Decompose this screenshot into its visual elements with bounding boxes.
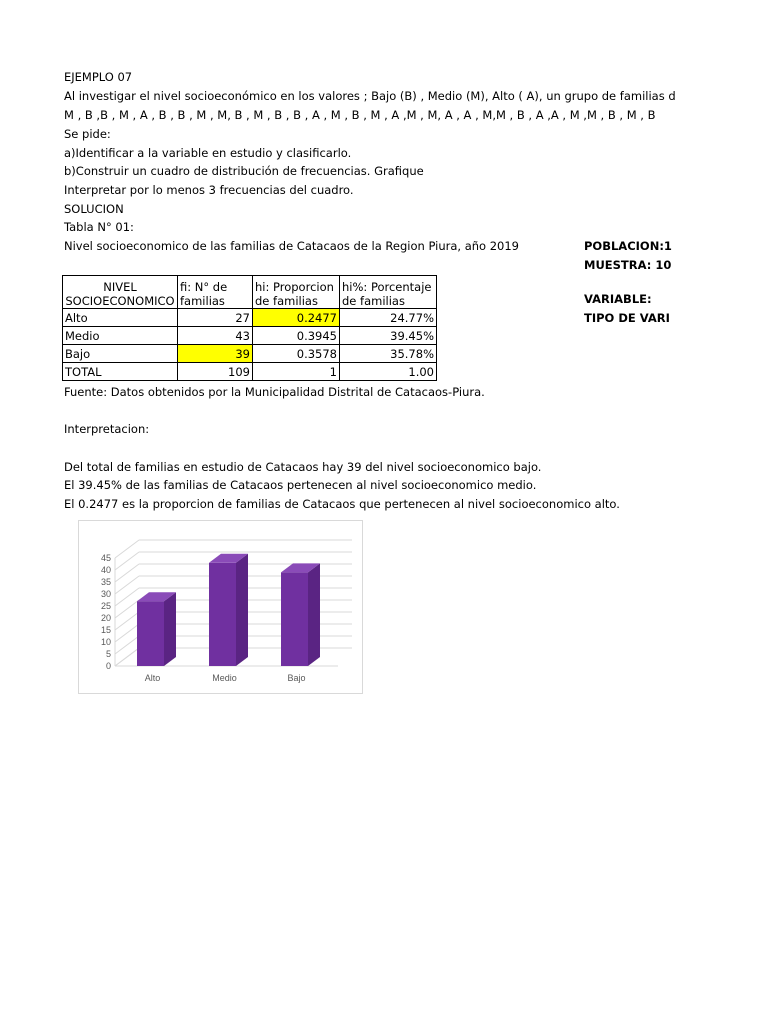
frequency-table <box>62 275 437 381</box>
table-row <box>63 327 437 345</box>
y-tick-label: 35 <box>100 577 111 587</box>
interpretation-title: Interpretacion: <box>64 422 150 436</box>
hi-cell: 0.3578 <box>253 345 340 363</box>
interpretation-line: El 39.45% de las familias de Catacaos pertenecen al nivel socioeconomico medio. <box>64 478 537 492</box>
variable-label: VARIABLE: <box>584 292 652 306</box>
header-nivel: NIVEL SOCIOECONOMICO <box>63 276 178 309</box>
bar-chart <box>78 520 363 694</box>
table-source: Fuente: Datos obtenidos por la Municipalidad Distrital de Catacaos-Piura. <box>64 385 485 399</box>
table-header-row <box>63 276 437 309</box>
hi-percent-cell: 39.45% <box>340 327 437 345</box>
hi-percent-cell: 24.77% <box>340 309 437 327</box>
hi-cell: 1 <box>253 363 340 381</box>
table-title: Nivel socioeconomico de las familias de Catacaos de la Region Piura, año 2019 <box>64 239 519 253</box>
y-tick-label: 5 <box>105 649 111 659</box>
header-hi: hi: Proporcion de familias <box>253 276 340 309</box>
task-b: b)Construir un cuadro de distribución de frecuencias. Grafique <box>64 164 424 178</box>
header-fi: fi: N° de familias <box>178 276 253 309</box>
interpretation-line: Del total de familias en estudio de Catacaos hay 39 del nivel socioeconomico bajo. <box>64 460 542 474</box>
table-row <box>63 345 437 363</box>
table-total-row <box>63 363 437 381</box>
bar-front <box>281 572 308 666</box>
y-tick-label: 0 <box>105 661 111 671</box>
interpretation-line: El 0.2477 es la proporcion de familias de Catacaos que pertenecen al nivel socioeconomico alto. <box>64 497 620 511</box>
x-category-label: Medio <box>212 673 237 683</box>
solution-heading: SOLUCION <box>64 202 124 216</box>
y-tick-label: 25 <box>100 601 111 611</box>
problem-statement: Al investigar el nivel socioeconómico en los valores ; Bajo (B) , Medio (M), Alto ( A), un grupo de familias d <box>64 89 676 103</box>
bar-front <box>137 601 164 666</box>
muestra-label: MUESTRA: 10 <box>584 258 672 272</box>
poblacion-label: POBLACION:1 <box>584 239 672 253</box>
y-tick-label: 15 <box>100 625 111 635</box>
hi-percent-cell: 35.78% <box>340 345 437 363</box>
fi-cell: 109 <box>178 363 253 381</box>
x-category-label: Alto <box>144 673 161 683</box>
hi-cell: 0.3945 <box>253 327 340 345</box>
fi-cell-highlighted: 39 <box>178 345 253 363</box>
row-label: Alto <box>63 309 178 327</box>
se-pide-label: Se pide: <box>64 127 111 141</box>
hi-cell-highlighted: 0.2477 <box>253 309 340 327</box>
bar-chart-svg <box>79 521 362 693</box>
y-tick-label: 30 <box>100 589 111 599</box>
y-tick-label: 20 <box>100 613 111 623</box>
fi-cell: 27 <box>178 309 253 327</box>
row-label: Bajo <box>63 345 178 363</box>
task-a: a)Identificar a la variable en estudio y clasificarlo. <box>64 146 352 160</box>
header-hi-percent: hi%: Porcentaje de familias <box>340 276 437 309</box>
x-category-label: Bajo <box>287 673 306 683</box>
y-tick-label: 10 <box>100 637 111 647</box>
bar-front <box>209 563 236 666</box>
row-label: TOTAL <box>63 363 178 381</box>
table-row <box>63 309 437 327</box>
table-number: Tabla N° 01: <box>64 220 134 234</box>
tipo-variable-label: TIPO DE VARI <box>584 311 670 325</box>
row-label: Medio <box>63 327 178 345</box>
exercise-title: EJEMPLO 07 <box>64 70 133 84</box>
data-values: M , B ,B , M , A , B , B , M , M, B , M , B , B , A , M , B , M , A ,M , M, A , A , M,M , B , A ,A , M ,M , B , M , B <box>64 108 656 122</box>
y-tick-label: 45 <box>100 553 111 563</box>
y-tick-label: 40 <box>100 565 111 575</box>
task-c: Interpretar por lo menos 3 frecuencias del cuadro. <box>64 183 354 197</box>
bar-side <box>164 592 176 666</box>
fi-cell: 43 <box>178 327 253 345</box>
bar-side <box>308 563 320 666</box>
bar-side <box>236 554 248 666</box>
hi-percent-cell: 1.00 <box>340 363 437 381</box>
